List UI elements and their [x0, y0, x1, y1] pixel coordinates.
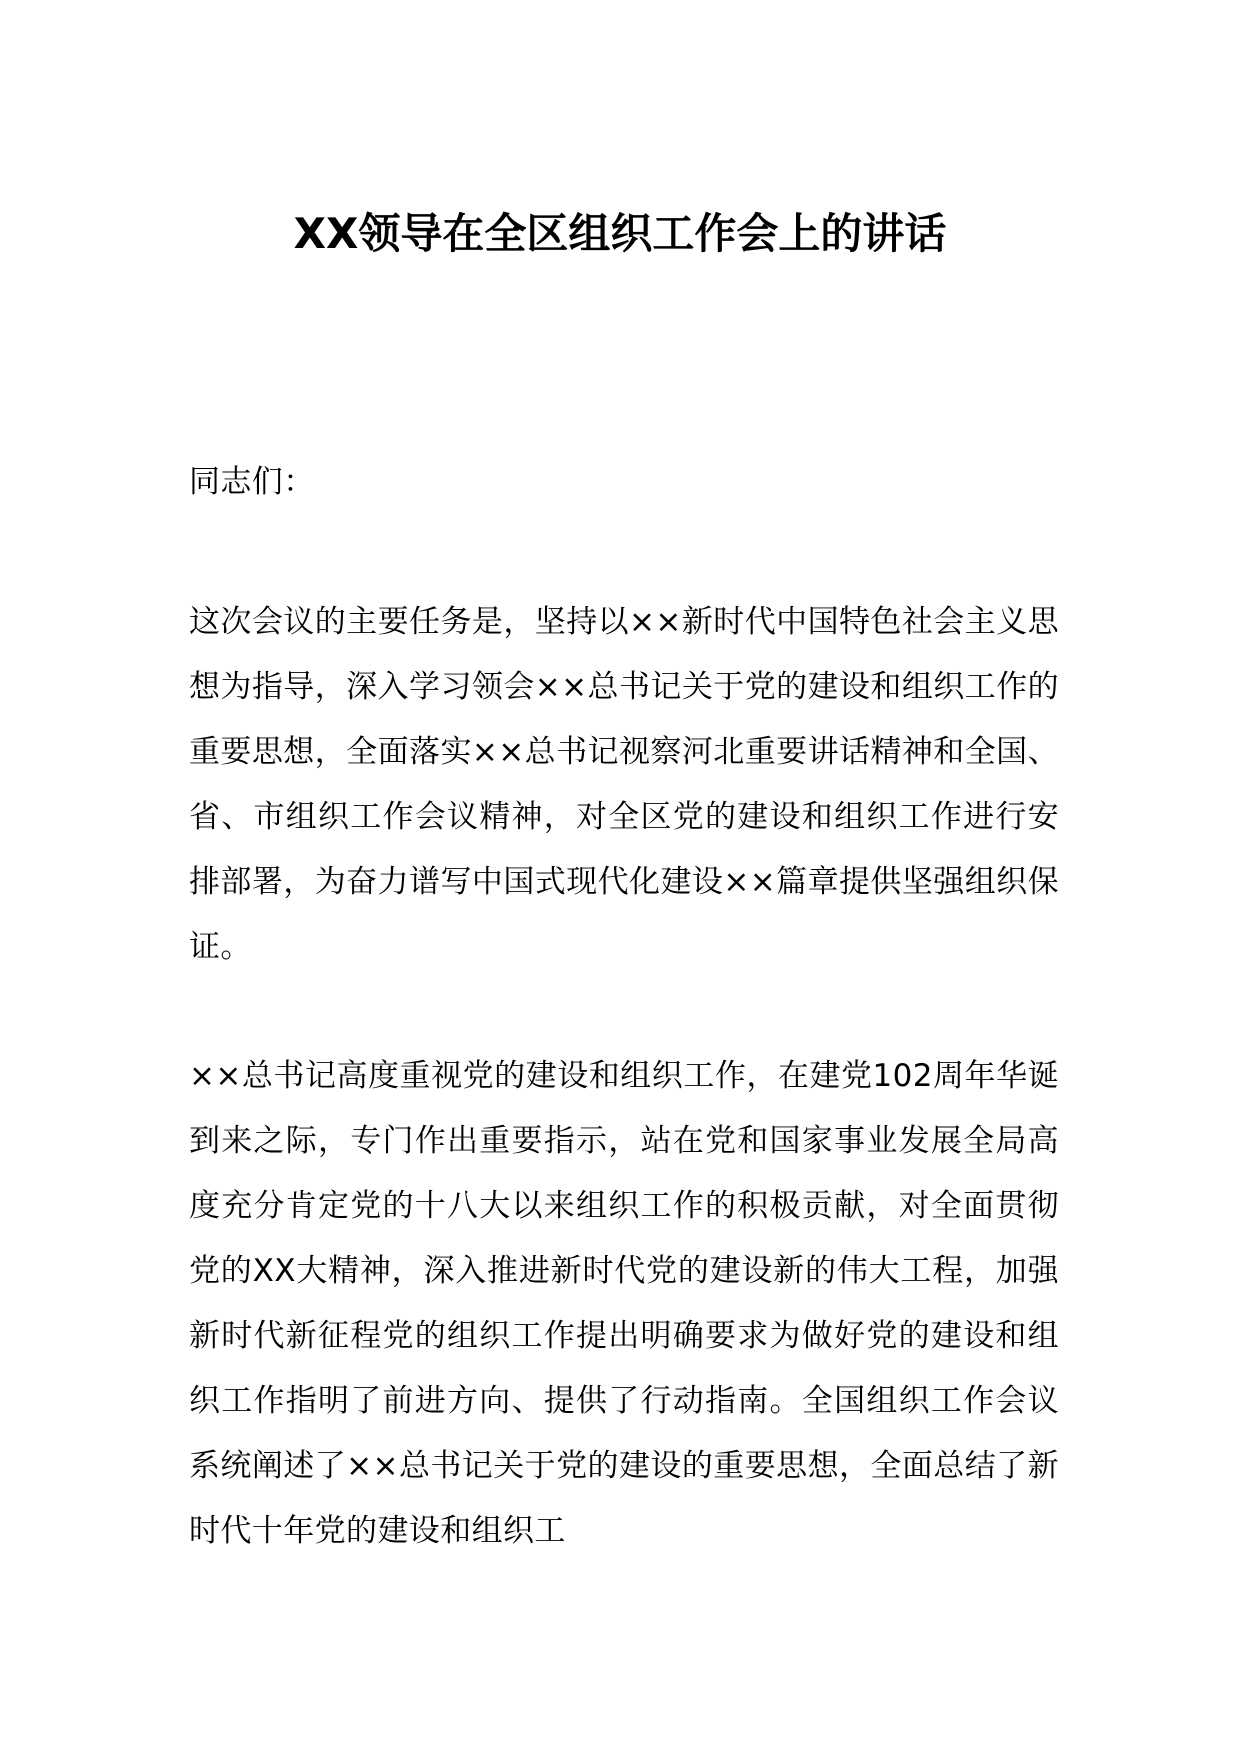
salutation: 同志们： — [189, 464, 315, 500]
paragraph-2: ××总书记高度重视党的建设和组织工作，在建党102周年华诞到来之际，专门作出重要指示，站在党和国家事业发展全局高度充分肯定党的十八大以来组织工作的积极贡献，对全面贯彻党的XX大精神，深入推进新时代党的建设新的伟大工程，加强新时代新征程党的组织工作提出明确要求为做好党的建设和组织工作指明了前进方向、提供了行动指南。全国组织工作会议系统阐述了××总书记关于党的建设的重要思想，全面总结了新时代十年党的建设和组织工 — [189, 1058, 1059, 1549]
paragraph-1: 这次会议的主要任务是，坚持以××新时代中国特色社会主义思想为指导，深入学习领会××总书记关于党的建设和组织工作的重要思想，全面落实××总书记视察河北重要讲话精神和全国、省、市组织工作会议精神，对全区党的建设和组织工作进行安排部署，为奋力谱写中国式现代化建设××篇章提供坚强组织保证。 — [189, 604, 1059, 965]
document-title: XX领导在全区组织工作会上的讲话 — [293, 209, 947, 258]
